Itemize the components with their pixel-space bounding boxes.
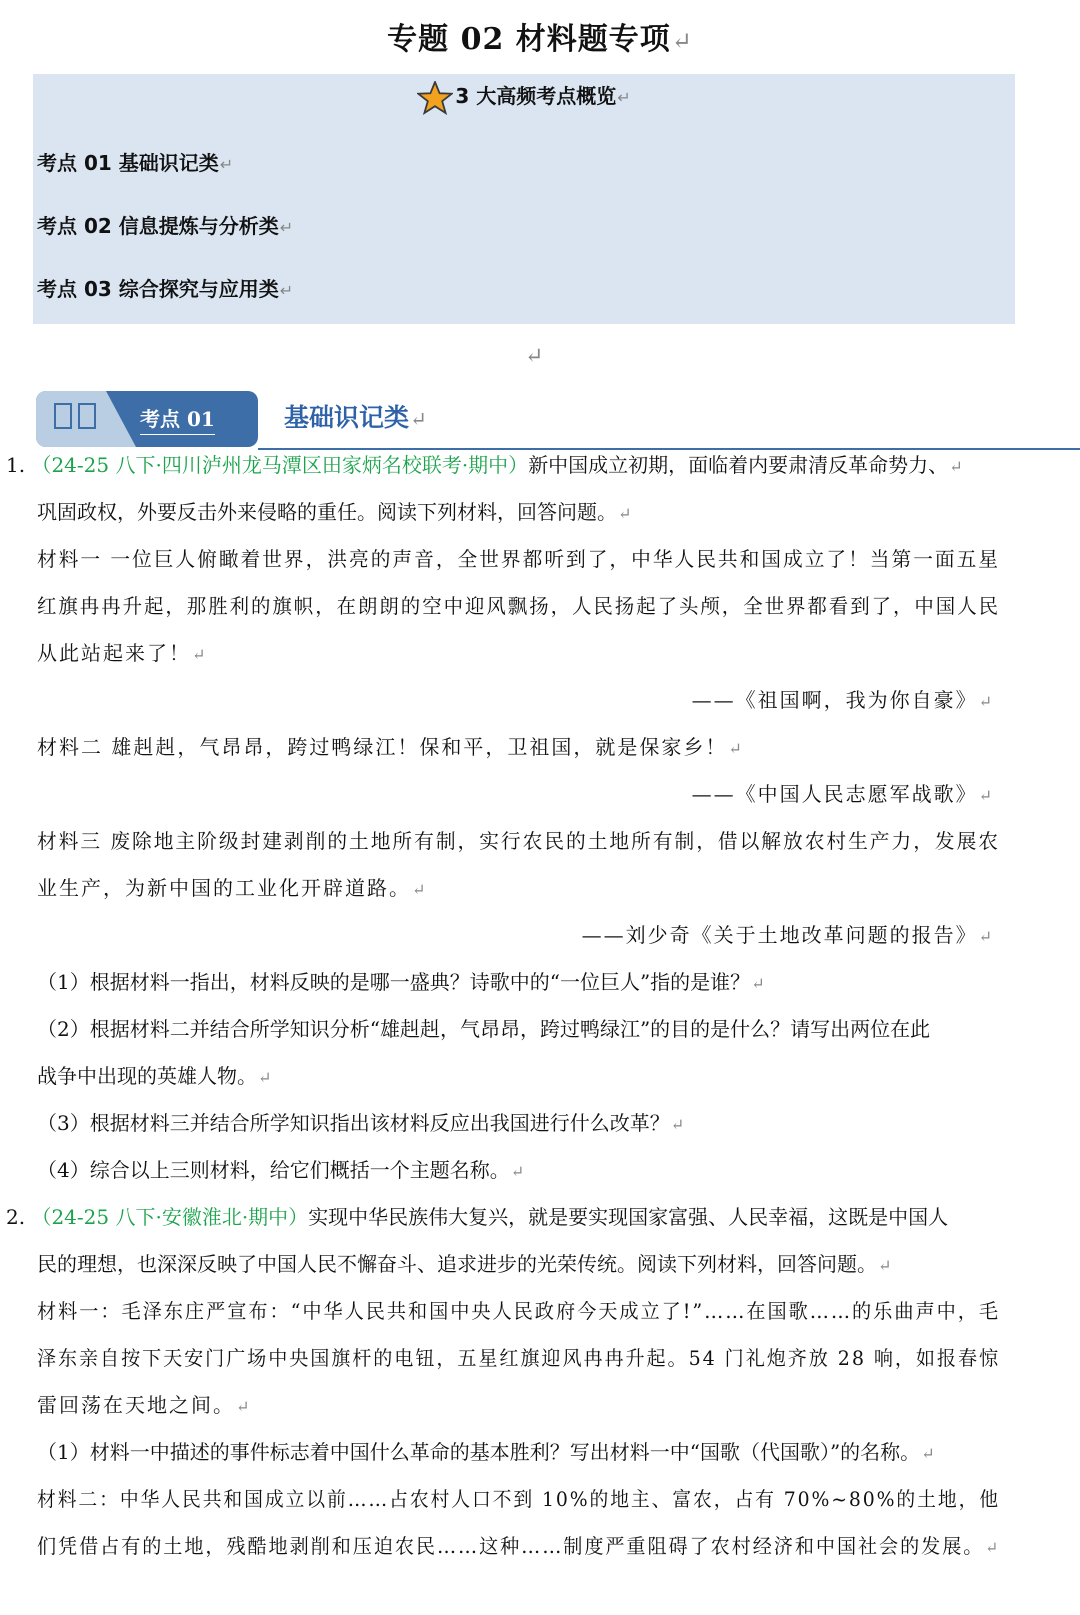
- page-title: 专题 02 材料题专项↵: [387, 22, 693, 57]
- q2-stem-line-2: 民的理想，也深深反映了中国人民不懈奋斗、追求进步的光荣传统。阅读下列材料，回答问题。↵: [37, 1252, 892, 1276]
- q1-source: （24-25 八下·四川泸州龙马潭区田家炳名校联考·期中）: [31, 453, 529, 477]
- q1-material-1-line-1: 材料一 一位巨人俯瞰着世界，洪亮的声音，全世界都听到了，中华人民共和国成立了！当第一面五星: [37, 547, 1000, 571]
- q2-material-1-line-3: 雷回荡在天地之间。↵: [37, 1393, 252, 1417]
- star-icon: [417, 81, 453, 115]
- section-badge: [36, 391, 258, 447]
- q2-material-2-line-1: 材料二：中华人民共和国成立以前……占农村人口不到 10%的地主、富农，占有 70%~80%的土地，他: [37, 1487, 1000, 1511]
- q1-subquestion-2-line-2: 战争中出现的英雄人物。↵: [37, 1064, 272, 1088]
- q1-material-3-line-1: 材料三 废除地主阶级封建剥削的土地所有制，实行农民的土地所有制，借以解放农村生产力，发展农: [37, 829, 1000, 853]
- overview-item-2: 考点 02 信息提炼与分析类↵: [37, 214, 294, 238]
- q1-material-1-citation: ——《祖国啊，我为你自豪》↵: [691, 688, 994, 712]
- q1-stem-line-2: 巩固政权，外要反击外来侵略的重任。阅读下列材料，回答问题。↵: [37, 500, 632, 524]
- q2-material-1-line-1: 材料一：毛泽东庄严宣布：“中华人民共和国中央人民政府今天成立了!”……在国歌……的乐曲声中，毛: [37, 1299, 1000, 1323]
- overview-heading: 3 大高频考点概览↵: [33, 80, 1015, 115]
- section-title: 基础识记类↵: [284, 403, 427, 432]
- q1-subquestion-3: （3）根据材料三并结合所学知识指出该材料反应出我国进行什么改革？↵: [37, 1111, 685, 1135]
- overview-box: [33, 74, 1015, 324]
- q1-material-2: 材料二 雄赳赳，气昂昂，跨过鸭绿江！保和平，卫祖国，就是保家乡！↵: [37, 735, 744, 759]
- section-badge-label: 考点 01: [140, 403, 215, 435]
- q1-stem-line-1: 1. （24-25 八下·四川泸州龙马潭区田家炳名校联考·期中）新中国成立初期，面临着内要肃清反革命势力、↵: [6, 453, 963, 477]
- q1-subquestion-1: （1）根据材料一指出，材料反映的是哪一盛典？诗歌中的“一位巨人”指的是谁？↵: [37, 970, 765, 994]
- q2-material-2-line-2: 们凭借占有的土地，残酷地剥削和压迫农民……这种……制度严重阻碍了农村经济和中国社会的发展。↵: [37, 1534, 1000, 1558]
- paragraph-mark: ↵: [525, 344, 544, 369]
- q2-subquestion-1: （1）材料一中描述的事件标志着中国什么革命的基本胜利？写出材料一中“国歌（代国歌）”的名称。↵: [37, 1440, 935, 1464]
- document-icon: [78, 403, 96, 429]
- q1-subquestion-4: （4）综合以上三则材料，给它们概括一个主题名称。↵: [37, 1158, 525, 1182]
- q2-stem-line-1: 2. （24-25 八下·安徽淮北·期中）实现中华民族伟大复兴，就是要实现国家富强、人民幸福，这既是中国人: [6, 1205, 949, 1229]
- q2-material-1-line-2: 泽东亲自按下天安门广场中央国旗杆的电钮，五星红旗迎风冉冉升起。54 门礼炮齐放 28 响，如报春惊: [37, 1346, 1000, 1370]
- overview-item-3: 考点 03 综合探究与应用类↵: [37, 277, 294, 301]
- overview-item-1: 考点 01 基础识记类↵: [37, 151, 234, 175]
- q1-material-1-line-2: 红旗冉冉升起，那胜利的旗帜，在朗朗的空中迎风飘扬，人民扬起了头颅，全世界都看到了，中国人民: [37, 594, 1000, 618]
- q1-material-2-citation: ——《中国人民志愿军战歌》↵: [691, 782, 994, 806]
- q1-subquestion-2-line-1: （2）根据材料二并结合所学知识分析“雄赳赳，气昂昂，跨过鸭绿江”的目的是什么？请写出两位在此: [37, 1017, 931, 1041]
- q1-material-3-citation: ——刘少奇《关于土地改革问题的报告》↵: [581, 923, 994, 947]
- q1-material-1-line-3: 从此站起来了！↵: [37, 641, 208, 665]
- q1-material-3-line-2: 业生产，为新中国的工业化开辟道路。↵: [37, 876, 428, 900]
- section-divider: [258, 448, 1080, 450]
- q2-source: （24-25 八下·安徽淮北·期中）: [31, 1205, 309, 1229]
- document-icon: [54, 403, 72, 429]
